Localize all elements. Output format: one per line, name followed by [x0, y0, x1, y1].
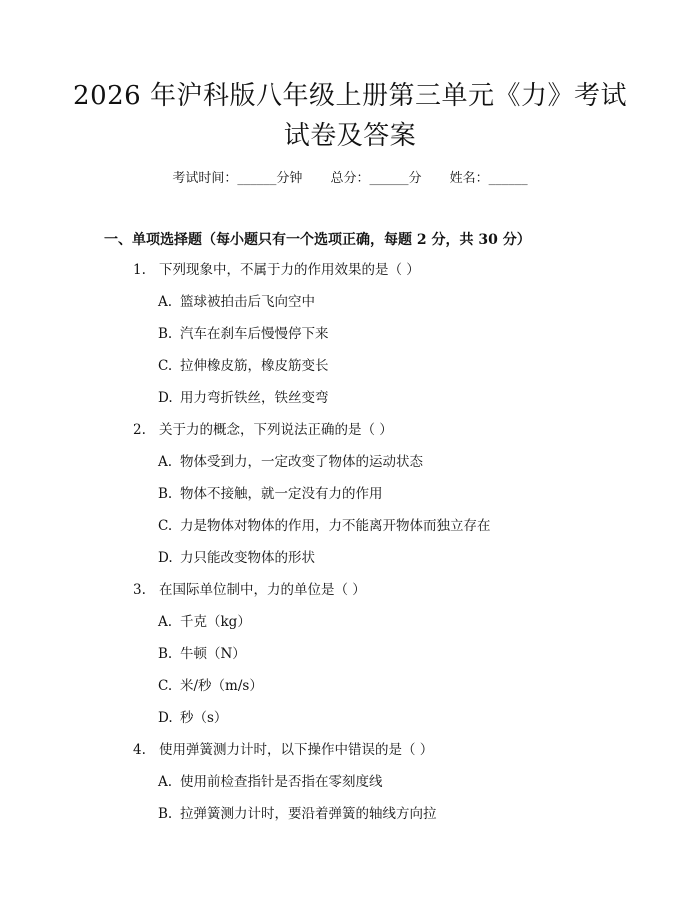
option-letter: A.	[158, 614, 173, 630]
option-text: 米/秒（m/s）	[180, 678, 263, 694]
option-text: 用力弯折铁丝，铁丝变弯	[180, 390, 329, 406]
exam-time-field: 考试时间：______分钟	[172, 171, 303, 186]
section-heading: 一、单项选择题（每小题只有一个选项正确，每题 2 分，共 30 分）	[104, 232, 531, 248]
question-text: 使用弹簧测力计时，以下操作中错误的是（ ）	[159, 742, 434, 758]
option-letter: C.	[158, 518, 173, 534]
option-2-a	[158, 452, 423, 472]
option-1-d	[158, 388, 329, 408]
option-1-a	[158, 292, 315, 312]
option-letter: D.	[158, 390, 173, 406]
option-2-b	[158, 484, 383, 504]
option-text: 汽车在刹车后慢慢停下来	[180, 326, 329, 342]
question-number: 4.	[133, 742, 146, 758]
option-text: 物体受到力，一定改变了物体的运动状态	[180, 454, 423, 470]
option-letter: D.	[158, 710, 173, 726]
option-letter: C.	[158, 678, 173, 694]
total-score-field: 总分：______分	[330, 171, 422, 186]
option-text: 物体不接触，就一定没有力的作用	[180, 486, 383, 502]
option-text: 使用前检查指针是否指在零刻度线	[180, 774, 383, 790]
option-2-c	[158, 516, 491, 536]
question-text: 关于力的概念，下列说法正确的是（ ）	[159, 422, 393, 438]
question-number: 2.	[133, 422, 146, 438]
question-3	[133, 580, 366, 600]
option-letter: D.	[158, 550, 173, 566]
option-4-b	[158, 804, 437, 824]
option-text: 篮球被拍击后飞向空中	[180, 294, 315, 310]
document-title: 2026 年沪科版八年级上册第三单元《力》考试试卷及答案	[73, 81, 627, 151]
option-letter: B.	[158, 646, 173, 662]
option-3-a	[158, 612, 251, 632]
question-text: 在国际单位制中，力的单位是（ ）	[159, 582, 366, 598]
option-letter: B.	[158, 326, 173, 342]
option-1-b	[158, 324, 329, 344]
exam-meta	[0, 170, 700, 188]
option-text: 拉伸橡皮筋，橡皮筋变长	[180, 358, 329, 374]
option-text: 力是物体对物体的作用，力不能离开物体而独立存在	[180, 518, 491, 534]
option-4-a	[158, 772, 383, 792]
option-letter: B.	[158, 486, 173, 502]
option-letter: B.	[158, 806, 173, 822]
question-1	[133, 260, 420, 280]
option-text: 千克（kg）	[180, 614, 251, 630]
option-1-c	[158, 356, 329, 376]
option-3-c	[158, 676, 263, 696]
option-letter: A.	[158, 294, 173, 310]
question-text: 下列现象中，不属于力的作用效果的是（ ）	[159, 262, 420, 278]
question-4	[133, 740, 433, 760]
option-2-d	[158, 548, 315, 568]
option-text: 力只能改变物体的形状	[180, 550, 315, 566]
option-3-d	[158, 708, 227, 728]
option-text: 牛顿（N）	[180, 646, 246, 662]
option-3-b	[158, 644, 246, 664]
question-number: 1.	[133, 262, 146, 278]
option-letter: A.	[158, 454, 173, 470]
name-field: 姓名：______	[449, 171, 528, 186]
option-letter: C.	[158, 358, 173, 374]
option-text: 秒（s）	[180, 710, 228, 726]
question-number: 3.	[133, 582, 146, 598]
option-text: 拉弹簧测力计时，要沿着弹簧的轴线方向拉	[180, 806, 437, 822]
question-2	[133, 420, 393, 440]
option-letter: A.	[158, 774, 173, 790]
